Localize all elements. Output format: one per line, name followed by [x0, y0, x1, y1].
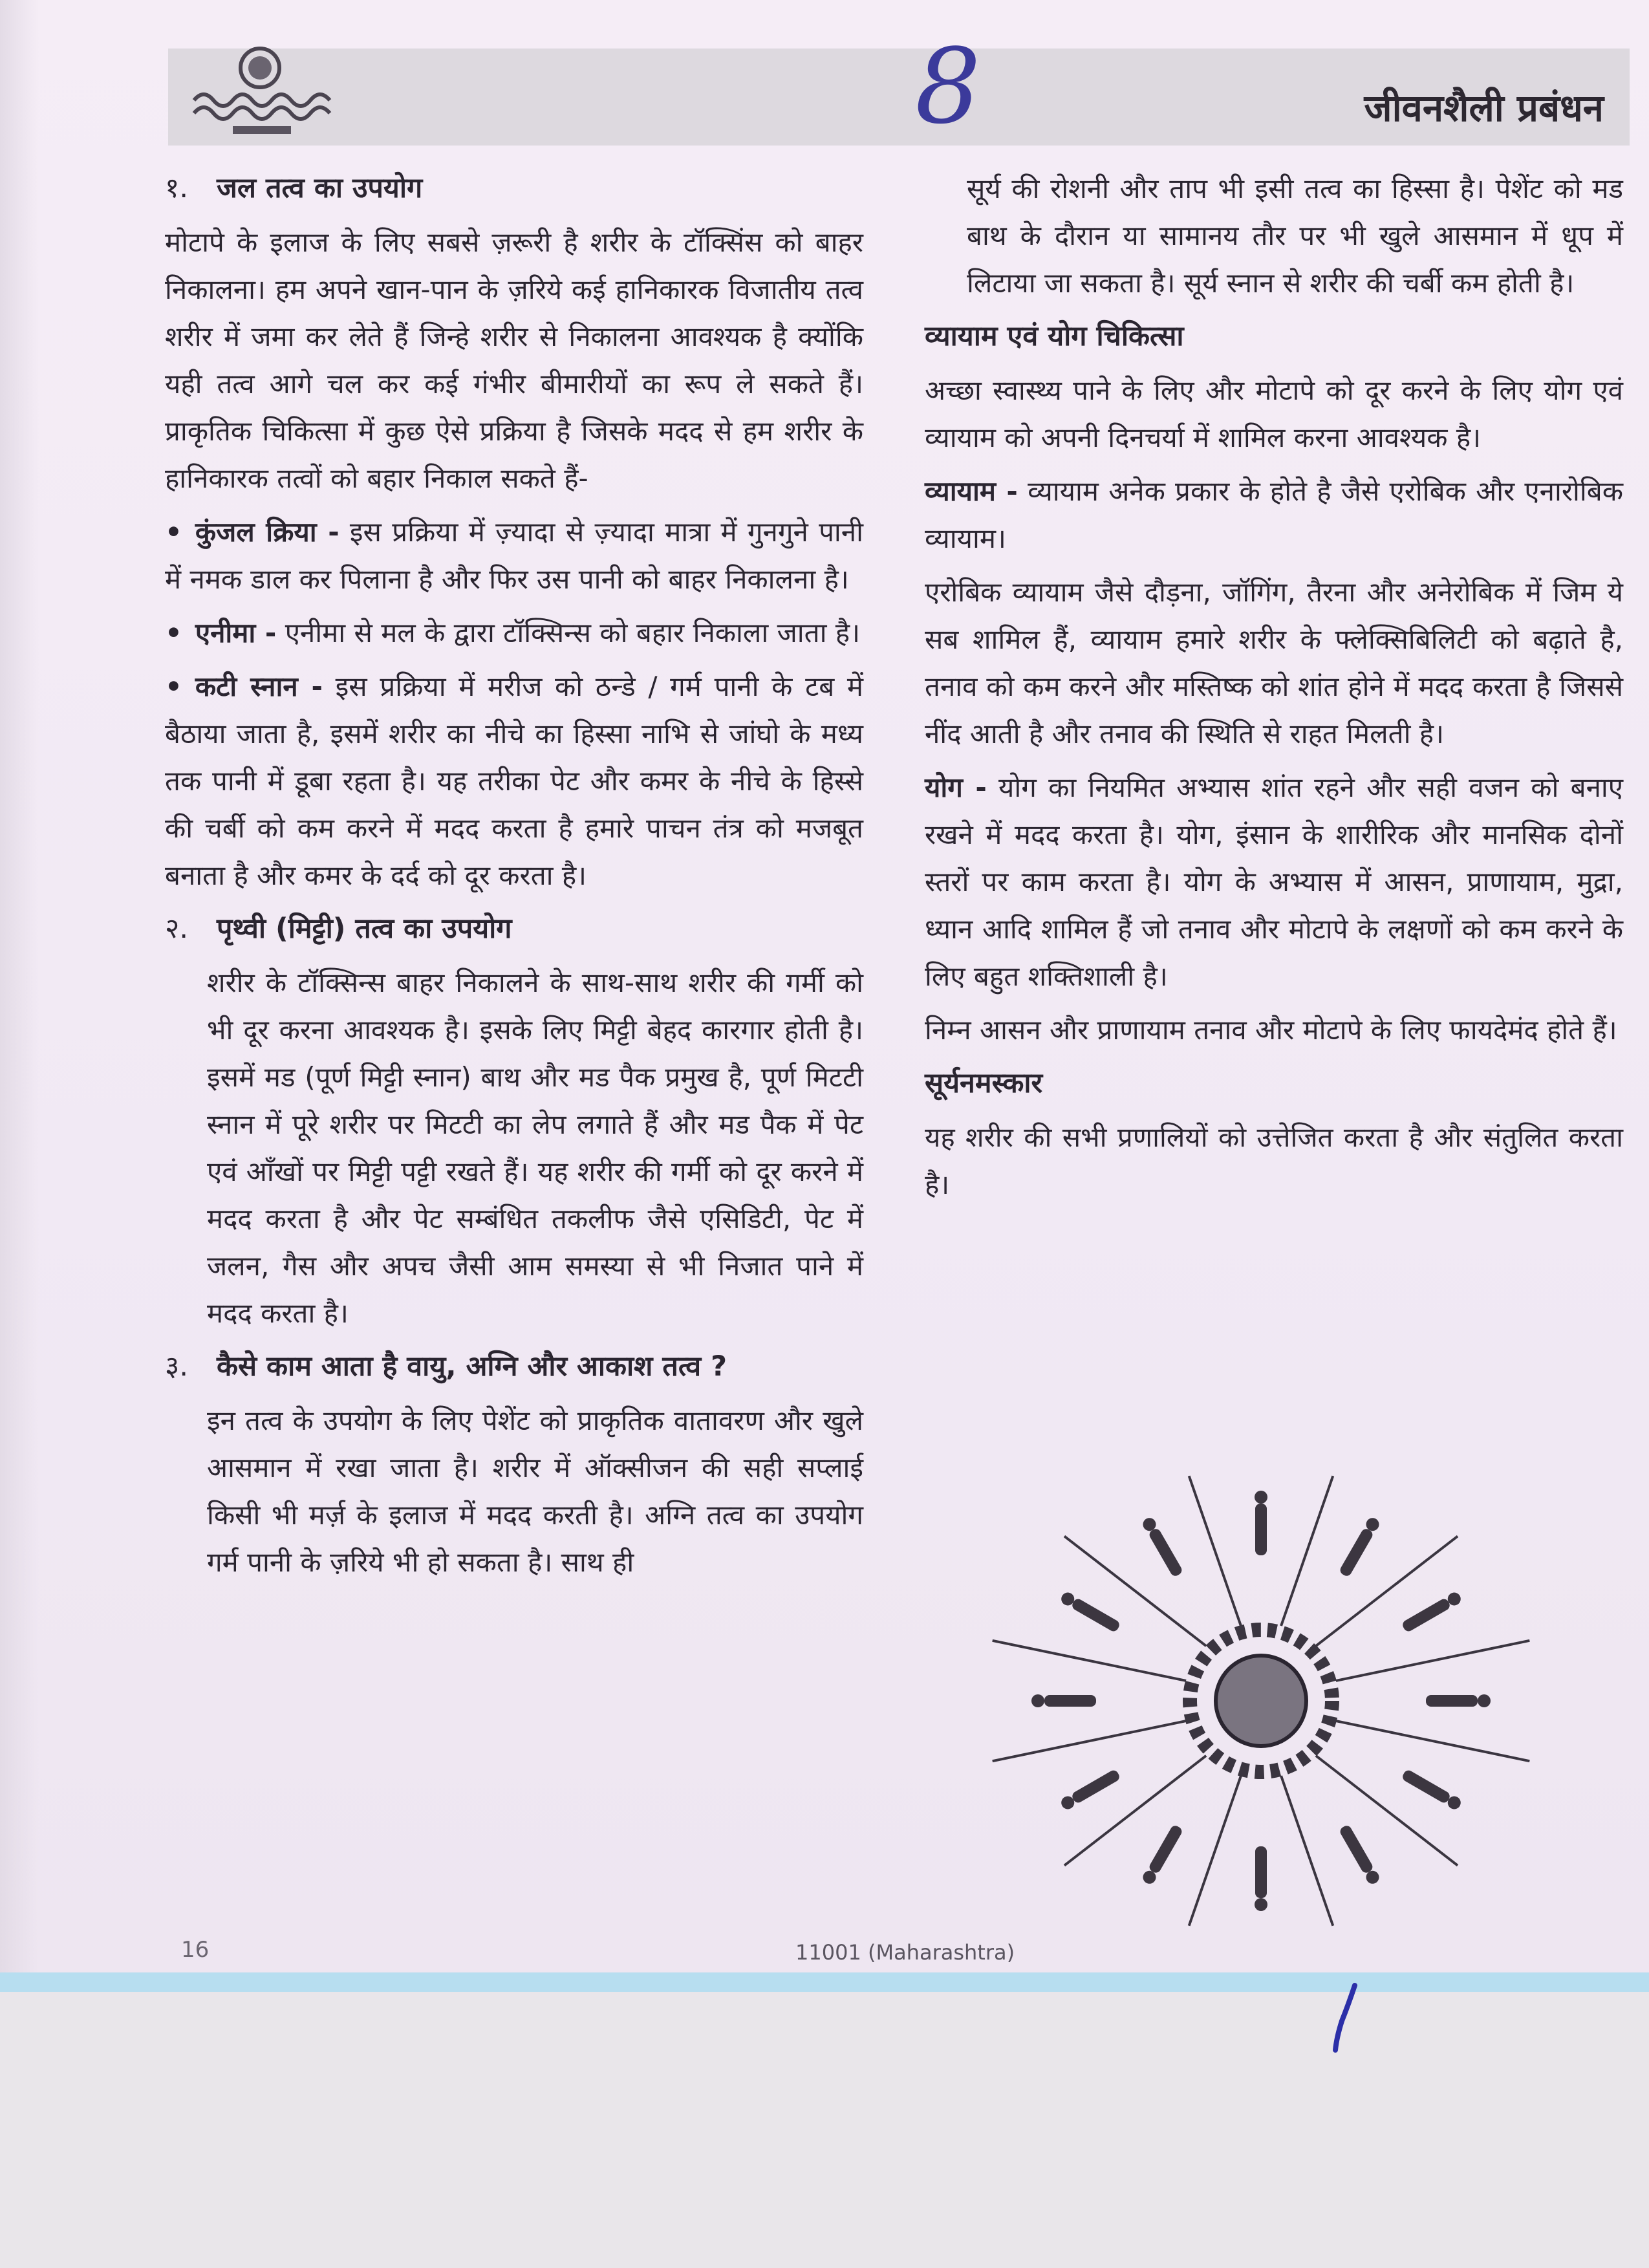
yoga-pose-figure	[1426, 1694, 1491, 1707]
sun-ray	[1281, 1776, 1333, 1926]
text-exercise: व्यायाम अनेक प्रकार के होते है जैसे एरोबिक और एनारोबिक व्यायाम।	[925, 475, 1623, 554]
text-kati-snan: इस प्रक्रिया में मरीज को ठन्डे / गर्म पानी के टब में बैठाया जाता है, इसमें शरीर का नीचे का हिस्सा नाभि से जांघो के मध्य तक पानी में डूबा रहता है। यह तरीका पेट और कमर के नीचे के हिस्से की चर्बी को कम करने में मदद करता है हमारे पाचन तंत्र को मजबूत बनाता है और कमर के दर्द को दूर करता है।	[165, 671, 863, 891]
term-enema: एनीमा -	[195, 617, 277, 649]
sun-ray	[1281, 1476, 1333, 1626]
term-kati-snan: कटी स्नान -	[195, 671, 323, 702]
yoga-pose-figure	[1338, 1516, 1381, 1579]
paragraph-exercise-yoga: अच्छा स्वास्थ्य पाने के लिए और मोटापे को दूर करने के लिए योग एवं व्यायाम को अपनी दिनचर्या में शामिल करना आवश्यक है।	[925, 374, 1623, 453]
term-yoga: योग -	[925, 772, 987, 803]
heading-air-fire-space	[165, 1343, 863, 1390]
section-title: पृथ्वी (मिट्टी) तत्व का उपयोग	[217, 913, 512, 945]
yoga-pose-figure	[1141, 1824, 1184, 1886]
paragraph-yoga	[925, 764, 1623, 1000]
sun-ray	[1336, 1721, 1529, 1761]
section-title: जल तत्व का उपयोग	[217, 172, 423, 204]
sun-ray	[1189, 1776, 1241, 1926]
sun-ray	[1316, 1536, 1458, 1646]
heading-earth-element	[165, 905, 863, 953]
sun-ray	[993, 1641, 1186, 1681]
sun-ray	[1336, 1641, 1529, 1681]
left-column	[165, 165, 863, 1592]
bullet-kati-snan	[165, 663, 863, 899]
section-title: जीवनशैली प्रबंधन	[1364, 86, 1604, 130]
bullet-enema	[165, 609, 863, 656]
paragraph-exercise	[925, 468, 1623, 562]
yoga-pose-figure	[1338, 1824, 1381, 1886]
text-kunjal: इस प्रक्रिया में ज़्यादा से ज़्यादा मात्रा में गुनगुने पानी में नमक डाल कर पिलाना है और फिर उस पानी को बाहर निकालना है।	[165, 516, 863, 595]
paragraph-intro: मोटापे के इलाज के लिए सबसे ज़रूरी है शरीर के टॉक्सिंस को बाहर निकालना। हम अपने खान-पान के ज़रिये कई हानिकारक विजातीय तत्व शरीर में जमा कर लेते हैं जिन्हे शरीर से निकालना आवश्यक है क्योंकि यही तत्व आगे चल कर कई गंभीर बीमारीयों का रूप ले सकते हैं। प्राकृतिक चिकित्सा में कुछ ऐसे प्रक्रिया है जिसके मदद से हम शरीर के हानिकारक तत्वों को बहार निकाल सकते हैं-	[165, 226, 863, 494]
bullet-dot: •	[165, 516, 182, 548]
paragraph-sun-continuation: सूर्य की रोशनी और ताप भी इसी तत्व का हिस्सा है। पेशेंट को मड बाथ के दौरान या सामानय तौर पर भी खुले आसमान में धूप में लिटाया जा सकता है। सूर्य स्नान से शरीर की चर्बी कम होती है।	[967, 173, 1623, 299]
yoga-pose-figure	[1401, 1590, 1463, 1634]
right-column	[925, 165, 1623, 1215]
term-kunjal: कुंजल क्रिया -	[195, 516, 339, 548]
yoga-pose-figure	[1255, 1846, 1267, 1911]
sun-waves-logo-icon	[188, 39, 356, 149]
heading-water-element	[165, 165, 863, 212]
paragraph-exercise-detail: एरोबिक व्यायाम जैसे दौड़ना, जॉगिंग, तैरना और अनेरोबिक में जिम ये सब शामिल हैं, व्यायाम हमारे शरीर के फ्लेक्सिबिलिटी को बढ़ाते है, तनाव को कम करने और मस्तिष्क को शांत होने में मदद करता है जिससे नींद आती है और तनाव की स्थिति से राहत मिलती है।	[925, 576, 1623, 750]
yoga-pose-figure	[1255, 1491, 1267, 1555]
yoga-pose-figure	[1031, 1694, 1096, 1707]
heading-exercise-yoga: व्यायाम एवं योग चिकित्सा	[925, 320, 1184, 352]
yoga-pose-figure	[1141, 1516, 1184, 1579]
sun-ray	[1064, 1756, 1206, 1866]
handwritten-page-number: 8	[915, 26, 981, 147]
bullet-dot: •	[165, 617, 182, 649]
section-number: २.	[165, 913, 189, 945]
yoga-pose-figure	[1059, 1590, 1122, 1634]
section-number: १.	[165, 172, 189, 204]
text-yoga: योग का नियमित अभ्यास शांत रहने और सही वजन को बनाए रखने में मदद करता है। योग, इंसान के शारीरिक और मानसिक दोनों स्तरों पर काम करता है। योग के अभ्यास में आसन, प्राणायाम, मुद्रा, ध्यान आदि शामिल हैं जो तनाव और मोटापे के लक्षणों को कम करने के लिए बहुत शक्तिशाली है।	[925, 772, 1623, 992]
page-curl-shadow	[0, 0, 39, 1972]
term-exercise: व्यायाम -	[925, 475, 1018, 507]
sun-ray	[1064, 1536, 1206, 1646]
section-number: ३.	[165, 1350, 189, 1383]
paragraph-asana: निम्न आसन और प्राणायाम तनाव और मोटापे के लिए फायदेमंद होते हैं।	[925, 1014, 1617, 1046]
surya-namaskar-wheel-icon	[970, 1449, 1552, 1934]
page-number: 16	[181, 1937, 210, 1963]
paragraph-surya-namaskar: यह शरीर की सभी प्रणालियों को उत्तेजित करता है और संतुलित करता है।	[925, 1121, 1623, 1200]
paragraph-earth: शरीर के टॉक्सिन्स बाहर निकालने के साथ-साथ शरीर की गर्मी को भी दूर करना आवश्यक है। इसके लिए मिट्टी बेहद कारगार होती है। इसमें मड (पूर्ण मिट्टी स्नान) बाथ और मड पैक प्रमुख है, पूर्ण मिटटी स्नान में पूरे शरीर पर मिटटी का लेप लगाते हैं और मड पैक में पेट एवं आँखों पर मिट्टी पट्टी रखते हैं। यह शरीर की गर्मी को दूर करने में मदद करता है और पेट सम्बंधित तकलीफ जैसे एसिडिटी, पेट में जलन, गैस और अपच जैसी आम समस्या से भी निजात पाने में मदद करता है।	[207, 967, 863, 1329]
pen-mark-icon	[1319, 1979, 1364, 2057]
sun-ray	[1189, 1476, 1241, 1626]
sun-ray	[1316, 1756, 1458, 1866]
bullet-dot: •	[165, 671, 182, 702]
sun-ray	[993, 1721, 1186, 1761]
section-title: कैसे काम आता है वायु, अग्नि और आकाश तत्व ?	[217, 1350, 727, 1383]
footer-text: 11001 (Maharashtra)	[795, 1940, 1015, 1965]
yoga-pose-figure	[1401, 1768, 1463, 1811]
heading-surya-namaskar: सूर्यनमस्कार	[925, 1067, 1043, 1099]
yoga-pose-figure	[1059, 1768, 1122, 1811]
paragraph-air-fire-space: इन तत्व के उपयोग के लिए पेशेंट को प्राकृतिक वातावरण और खुले आसमान में रखा जाता है। शरीर में ऑक्सीजन की सही सप्लाई किसी भी मर्ज़ के इलाज में मदद करती है। अग्नि तत्व का उपयोग गर्म पानी के ज़रिये भी हो सकता है। साथ ही	[207, 1405, 863, 1578]
bullet-kunjal	[165, 508, 863, 603]
text-enema: एनीमा से मल के द्वारा टॉक्सिन्स को बहार निकाला जाता है।	[285, 617, 861, 649]
